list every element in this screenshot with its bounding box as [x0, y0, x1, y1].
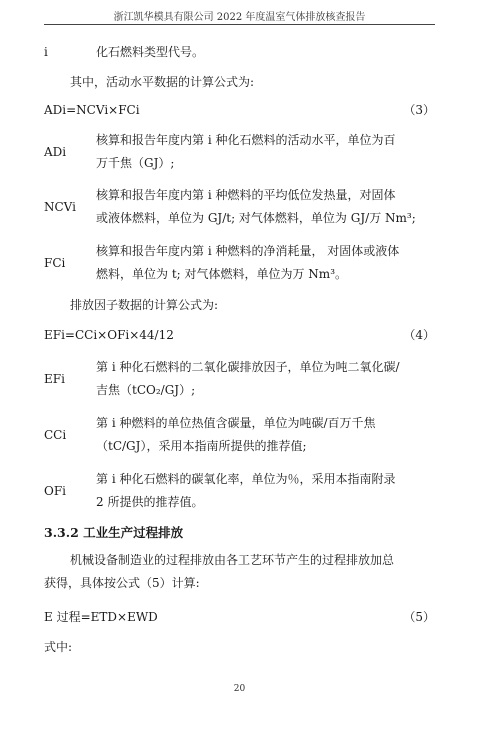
def-text: 化石燃料类型代号。: [96, 45, 205, 59]
def-symbol: i: [44, 45, 48, 59]
def-text: 第 i 种燃料的单位热值含碳量，单位为吨碳/百万千焦: [96, 416, 376, 430]
def-symbol: CCi: [44, 428, 67, 442]
def-text: 第 i 种化石燃料的碳氧化率，单位为％，采用本指南附录: [96, 472, 396, 486]
equation-3-number: （3）: [403, 103, 435, 117]
def-text: 核算和报告年度内第 i 种化石燃料的活动水平，单位为百: [96, 133, 396, 147]
section-paragraph: 获得，具体按公式（5）计算:: [44, 576, 200, 590]
equation-3: ADi=NCVi×FCi: [44, 103, 140, 117]
def-text: （tC/GJ），采用本指南所提供的推荐值;: [96, 439, 307, 453]
equation-4: EFi=CCi×OFi×44/12: [44, 328, 174, 342]
def-symbol: EFi: [44, 372, 65, 386]
def-text: 核算和报告年度内第 i 种燃料的平均低位发热量，对固体: [96, 188, 396, 202]
def-text: 2 所提供的推荐值。: [96, 495, 204, 509]
intro-emission-factor: 排放因子数据的计算公式为:: [70, 298, 219, 312]
def-text: 第 i 种化石燃料的二氧化碳排放因子，单位为吨二氧化碳/: [96, 360, 400, 374]
equation-5: E 过程=ETD×EWD: [44, 610, 158, 624]
def-symbol: NCVi: [44, 200, 76, 214]
section-heading: 3.3.2 工业生产过程排放: [44, 525, 184, 540]
equation-4-number: （4）: [403, 328, 435, 342]
def-text: 万千焦（GJ）;: [96, 156, 175, 170]
where-label: 式中:: [44, 640, 73, 654]
def-symbol: ADi: [44, 145, 67, 159]
page-header: 浙江凯华模具有限公司 2022 年度温室气体排放核查报告: [113, 12, 366, 23]
def-text: 吉焦（tCO₂/GJ）;: [96, 383, 196, 397]
def-text: 或液体燃料，单位为 GJ/t; 对气体燃料，单位为 GJ/万 Nm³;: [96, 211, 416, 225]
equation-5-number: （5）: [403, 610, 435, 624]
page-number: 20: [233, 684, 246, 694]
def-text: 燃料，单位为 t; 对气体燃料，单位为万 Nm³。: [96, 267, 347, 281]
section-paragraph: 机械设备制造业的过程排放由各工艺环节产生的过程排放加总: [70, 553, 395, 567]
def-symbol: OFi: [44, 484, 67, 498]
header-rule: [44, 24, 435, 25]
def-text: 核算和报告年度内第 i 种燃料的净消耗量， 对固体或液体: [96, 244, 400, 258]
intro-activity: 其中，活动水平数据的计算公式为:: [70, 75, 255, 89]
def-symbol: FCi: [44, 256, 66, 270]
